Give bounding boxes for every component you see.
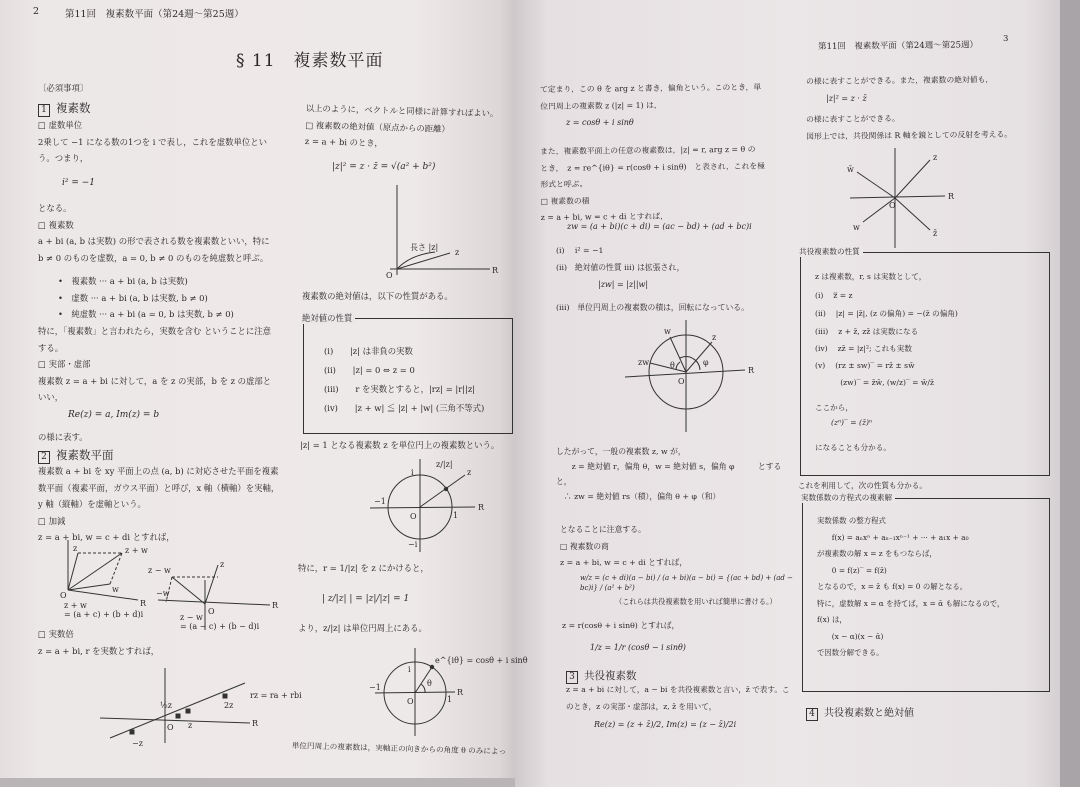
property-item: (i) |z| は非負の実数	[324, 346, 413, 356]
origin-label: O	[208, 607, 215, 616]
imaginary-unit-text	[38, 117, 267, 167]
text-line: (x − α)(x − ᾱ)	[817, 631, 884, 641]
property-item: (iii) r を実数とすると，|rz| = |r||z|	[324, 384, 476, 394]
text-line: a + bi (a, b は実数) の形で表される数を複素数といい，特に	[38, 236, 270, 246]
text-line: のとき，z の実部・虚部は，z, z̄ を用いて，	[566, 701, 717, 711]
text-line: 特に，「複素数」と言われたら，実数を含む ということに注意	[38, 326, 271, 336]
abs-value-intro	[305, 100, 499, 155]
text-line: 図形上では，共役関係は R 軸を鏡としての反射を考える。	[806, 129, 1013, 141]
text-line: z = 絶対値 r，偏角 θ，w = 絶対値 s，偏角 φ とする	[556, 462, 782, 471]
text-line: z = a + bi, r を実数とすれば，	[38, 645, 160, 656]
text-line: z = a + bi のとき，	[304, 135, 383, 149]
real-axis-label: R	[748, 366, 755, 375]
abs-conjugate-text	[806, 72, 993, 90]
text-line: となるので，x = z̄ も f(x) = 0 の解となる。	[817, 582, 968, 591]
unit-circle-diagram	[370, 457, 510, 552]
w-label: w	[112, 585, 119, 594]
conjugate-text	[566, 682, 790, 715]
text-line: □ 実数倍	[38, 629, 74, 639]
heading-complex-plane	[38, 447, 114, 464]
polar-form-text-2	[540, 142, 766, 227]
property-item: (iv) zz̄ = |z|²; これも実数	[815, 344, 912, 353]
minus-one-label: −1	[374, 497, 386, 506]
text-line: □ 実部・虚部	[38, 359, 91, 369]
text-line: また，複素数平面上の任意の複素数は，|z| = r, arg z = θ の	[540, 144, 756, 156]
text-line: y 軸（縦軸）を虚軸という。	[38, 499, 146, 509]
conjugate-re-im-formula: Re(z) = (z + z̄)/2, Im(z) = (z − z̄)/2i	[594, 720, 737, 729]
text-line: 複素数 a + bi を xy 平面上の点 (a, b) に対応させた平面を複素	[38, 466, 279, 476]
text-line: 実数係数 の整方程式	[817, 516, 886, 525]
text-line: • 虚数 ··· a + bi (a, b は実数, b ≠ 0)	[58, 292, 208, 303]
text-line: 2乗して −1 になる数の1つを i で表し，これを虚数単位とい	[38, 136, 267, 147]
euler-formula: z = cosθ + i sinθ	[566, 118, 634, 127]
two-z-label: 2z	[224, 701, 234, 710]
box-title: 共役複素数の性質	[799, 246, 863, 257]
polar-form-text	[540, 80, 761, 115]
z-label: z	[455, 248, 460, 257]
text-line: □ 複素数の絶対値（原点からの距離）	[305, 119, 450, 134]
heading-text: 共役複素数と絶対値	[824, 708, 914, 719]
inverse-text	[562, 618, 679, 635]
z-label: z	[933, 153, 938, 162]
text-line: 位円周上の複素数 z (|z| = 1) は，	[540, 100, 662, 111]
text-line: □ 複素数の積	[540, 195, 590, 206]
text-line: する。	[38, 342, 64, 353]
quotient-note: （これらは共役複素数を用いれば簡単に書ける。）	[615, 597, 777, 606]
heading-complex-numbers	[38, 100, 91, 117]
conjugate-properties-list	[815, 271, 958, 461]
text-line: (i) i² = −1	[556, 246, 604, 255]
on-circle-text	[298, 620, 427, 637]
text-line: |z| = 1 となる複素数 z を単位円上の複素数という。	[300, 440, 500, 450]
minus-w-label: −w	[156, 589, 170, 598]
real-coefficient-box	[801, 493, 1050, 692]
text-line: f(x) は，	[817, 615, 847, 624]
text-line: したがって，一般の複素数 z, w が，	[556, 447, 686, 456]
as-shown-text	[38, 429, 88, 446]
one-label: 1	[447, 695, 453, 704]
phi-label: φ	[703, 358, 709, 367]
text-line: う。つまり，	[38, 153, 89, 163]
text-line: で因数分解できる。	[817, 648, 884, 657]
heading-text: 複素数平面	[56, 448, 114, 462]
minus-one-label: −1	[369, 683, 381, 692]
scalar-multiple-diagram	[100, 668, 300, 748]
property-item: (ii) |z| = |z̄|, (z の偏角) = −(z̄ の偏角)	[815, 309, 958, 318]
sum-equation: z + w	[64, 601, 87, 610]
text-line: 特に，虚数解 x = α を持てば，x = ᾱ も解になるので，	[817, 598, 1005, 608]
length-label: 長さ |z|	[410, 243, 439, 252]
text-line: □ 虚数単位	[38, 120, 83, 130]
property-item: (iii) z + z̄, zz̄ は実数になる	[815, 327, 919, 336]
real-axis-label: R	[478, 503, 485, 512]
text-line: となる。	[38, 203, 72, 213]
unit-circle-definition	[300, 437, 499, 454]
general-product-text	[556, 444, 788, 504]
running-header: 第11回 複素数平面（第24週〜第25週）	[818, 40, 979, 52]
conjugate-properties-box	[799, 247, 1050, 476]
one-label: 1	[453, 511, 459, 520]
property-item: (iv) |z + w| ≦ |z| + |w| (三角不等式)	[324, 403, 485, 413]
text-line: いい，	[38, 392, 64, 402]
real-imag-parts-text	[38, 323, 271, 406]
power-formula: (zⁿ)‾ = (z̄)ⁿ	[831, 418, 872, 427]
text-line: 形式と呼ぶ。	[540, 179, 588, 189]
property-item: (zw)‾ = z̄w̄, (w/z)‾ = w̄/z̄	[815, 378, 934, 387]
text-line: の様に表すことができる。	[806, 114, 900, 124]
property-item: (v) (rz ± sw)‾ = rz̄ ± sw̄	[815, 361, 915, 370]
real-axis-label: R	[457, 688, 464, 697]
reflection-text	[806, 110, 1012, 145]
abs-properties-intro	[302, 288, 453, 305]
origin-label: O	[678, 377, 685, 386]
text-line: の様に表す。	[38, 432, 88, 442]
z-plus-w-label: z + w	[125, 546, 148, 555]
quotient-text	[560, 522, 687, 572]
product-rotation-text	[556, 300, 749, 317]
text-line: ∴ zw = 絶対値 rs（積），偏角 θ + φ（和）	[556, 492, 721, 501]
text-line: z = a + bi に対して，a − bi を共役複素数と言い，z̄ で表す。こ	[566, 685, 790, 694]
re-im-formula: Re(z) = a, Im(z) = b	[68, 410, 160, 420]
heading-conjugate-abs	[806, 704, 914, 721]
normalize-formula: | z/|z| | = |z|/|z| = 1	[322, 594, 410, 604]
conjugate-diagram	[845, 148, 975, 248]
real-axis-label: R	[492, 266, 499, 275]
inverse-formula: 1/z = 1/r (cosθ − i sinθ)	[590, 643, 686, 652]
text-line: て定まり，この θ を arg z と書き，偏角という。このとき，単	[540, 82, 762, 94]
running-header: 第11回 複素数平面（第24週〜第25週）	[65, 9, 244, 20]
z-conjugate-label: z̄	[933, 229, 938, 238]
box-title: 実数係数の方程式の複素解	[801, 492, 895, 503]
difference-equation: z − w	[180, 613, 203, 622]
text-line: f(x) = aₙxⁿ + aₙ₋₁xⁿ⁻¹ + ··· + a₁x + a₀	[817, 532, 969, 542]
w-label: w	[853, 223, 860, 232]
text-line: 単位円周上の複素数は，実軸正の向きからの角度 θ のみによっ	[291, 740, 507, 756]
abs-value-formula: |z|² = z · z̄ = √(a² + b²)	[332, 162, 436, 172]
conclusion-text: になることも分かる。	[815, 443, 891, 452]
minus-i-label: −i	[408, 540, 418, 549]
euler-circle-diagram	[369, 648, 528, 738]
real-axis-label: R	[272, 601, 279, 610]
real-axis-label: R	[252, 719, 259, 728]
text-line: 数平面（複素平面，ガウス平面）と呼び，x 軸（横軸）を実軸，	[38, 482, 280, 493]
heading-number: 3	[566, 671, 578, 684]
text-line: z = r(cosθ + i sinθ) とすれば，	[562, 621, 680, 630]
z-label: z	[712, 333, 717, 342]
number-types-list	[58, 273, 234, 323]
normalized-z-label: z/|z|	[436, 460, 453, 469]
text-line: b ≠ 0 のものを虚数，a = 0, b ≠ 0 のものを純虚数と呼ぶ。	[38, 252, 269, 263]
z-label: z	[188, 721, 193, 730]
i-label: i	[411, 468, 414, 477]
sum-equation: = (a + c) + (b + d)i	[64, 610, 144, 619]
z-label: z	[220, 560, 225, 569]
abs-value-diagram	[380, 185, 500, 280]
text-line: • 純虚数 ··· a + bi (a = 0, b は実数, b ≠ 0)	[58, 309, 234, 319]
text-line: z = a + bi, w = c + di とすれば，	[540, 211, 668, 222]
text-line: (iii) 単位円周上の複素数の積は，回転になっている。	[556, 303, 749, 312]
real-coefficient-text	[817, 513, 1004, 662]
scalar-multiple-text	[38, 626, 159, 659]
product-formula: zw = (a + bi)(c + di) = (ac − bd) + (ad + bc)i	[567, 222, 752, 231]
text-line: の様に表すことができる。また，複素数の絶対値も，	[806, 75, 994, 86]
text-line: z = a + bi, w = c + di とすれば，	[560, 558, 688, 567]
origin-label: O	[386, 271, 393, 280]
minus-z-label: −z	[132, 739, 143, 748]
text-line: これを利用して，次の性質も分かる。	[798, 481, 927, 490]
difference-equation: = (a − c) + (b − d)i	[180, 622, 260, 631]
rz-formula: rz = ra + rbi	[250, 691, 302, 700]
text-line: (ii) 絶対値の性質 iii) は拡張され，	[556, 262, 685, 272]
heading-text: 共役複素数	[584, 670, 637, 682]
z-label: z	[467, 468, 472, 477]
theta-label: θ	[670, 361, 675, 370]
text-line: となることに注意する。	[560, 525, 646, 534]
origin-label: O	[407, 697, 414, 706]
box-title: 絶対値の性質	[302, 312, 355, 324]
i-label: i	[408, 665, 411, 674]
section-title: § 11 複素数平面	[236, 51, 384, 71]
text-line: z = a + bi, w = c + di とすれば，	[38, 532, 175, 542]
i-squared-formula: i² = −1	[62, 178, 96, 188]
box-lead: z は複素数，r, s は実数として，	[815, 272, 927, 281]
rotation-diagram	[620, 320, 770, 435]
product-abs-formula: |zw| = |z||w|	[598, 280, 649, 289]
page-number: 2	[33, 6, 40, 17]
complex-plane-text	[38, 463, 279, 546]
addition-diagram	[40, 540, 290, 630]
z-minus-w-label: z − w	[148, 566, 171, 575]
real-axis-label: R	[948, 192, 955, 201]
origin-label: O	[410, 512, 417, 521]
euler-formula-label: e^{iθ} = cosθ + i sinθ	[435, 656, 528, 665]
heading-text: 複素数	[56, 101, 91, 115]
real-axis-label: R	[140, 599, 147, 608]
text-line: □ 複素数の商	[560, 541, 609, 551]
product-items	[556, 243, 684, 276]
quotient-formula: w/z = (c + di)(a − bi) / (a + bi)(a − bi) = {(ac + bd) + (ad − bc)i} / (a² + b²)	[580, 574, 793, 592]
half-z-label: ½z	[160, 701, 172, 710]
abs-properties-box	[302, 313, 513, 434]
z-label: z	[73, 544, 78, 553]
origin-label: O	[60, 591, 67, 600]
zw-label: zw	[638, 358, 650, 367]
theta-label: θ	[427, 679, 432, 688]
complex-number-text	[38, 200, 269, 266]
heading-number: 2	[38, 451, 50, 464]
text-line: とき， z = re^{iθ} = r(cosθ + i sinθ) と表され，これを極	[540, 161, 766, 173]
heading-number: 1	[38, 104, 50, 117]
text-line: 〔必須事項〕	[38, 83, 89, 93]
text-line: 複素数の絶対値は，以下の性質がある。	[302, 291, 453, 301]
text-line: より，z/|z| は単位円周上にある。	[298, 623, 427, 633]
background-surface	[1060, 0, 1080, 787]
abs-conjugate-formula: |z|² = z · z̄	[826, 94, 867, 103]
w-conjugate-label: w̄	[847, 165, 854, 174]
heading-number: 4	[806, 708, 818, 721]
text-line: • 複素数 ··· a + bi (a, b は実数)	[58, 276, 188, 286]
text-line: 特に，r = 1/|z| を z にかけると，	[298, 563, 429, 573]
text-line: 0 = f(z)‾ = f(z̄)	[817, 565, 887, 575]
origin-label: O	[167, 723, 174, 732]
text-line: 複素数 z = a + bi に対して，a を z の実部，b を z の虚部と	[38, 375, 272, 386]
text-line: □ 複素数	[38, 219, 74, 230]
page-number: 3	[1003, 34, 1009, 44]
text-line: と，	[556, 477, 572, 486]
required-label	[38, 80, 88, 97]
w-label: w	[664, 327, 671, 336]
text-line: が複素数の解 x = z をもつならば，	[817, 549, 937, 558]
text-line: 以上のように，ベクトルと同様に計算すればよい。	[305, 102, 499, 119]
abs-properties-list	[324, 345, 484, 421]
origin-label: O	[889, 201, 896, 210]
property-item: (i) z̿ = z	[815, 291, 853, 300]
text-line: □ 加減	[38, 515, 66, 526]
hence-text: ここから，	[815, 403, 853, 412]
normalize-text	[298, 560, 429, 577]
property-item: (ii) |z| = 0 ⇔ z = 0	[324, 365, 415, 375]
